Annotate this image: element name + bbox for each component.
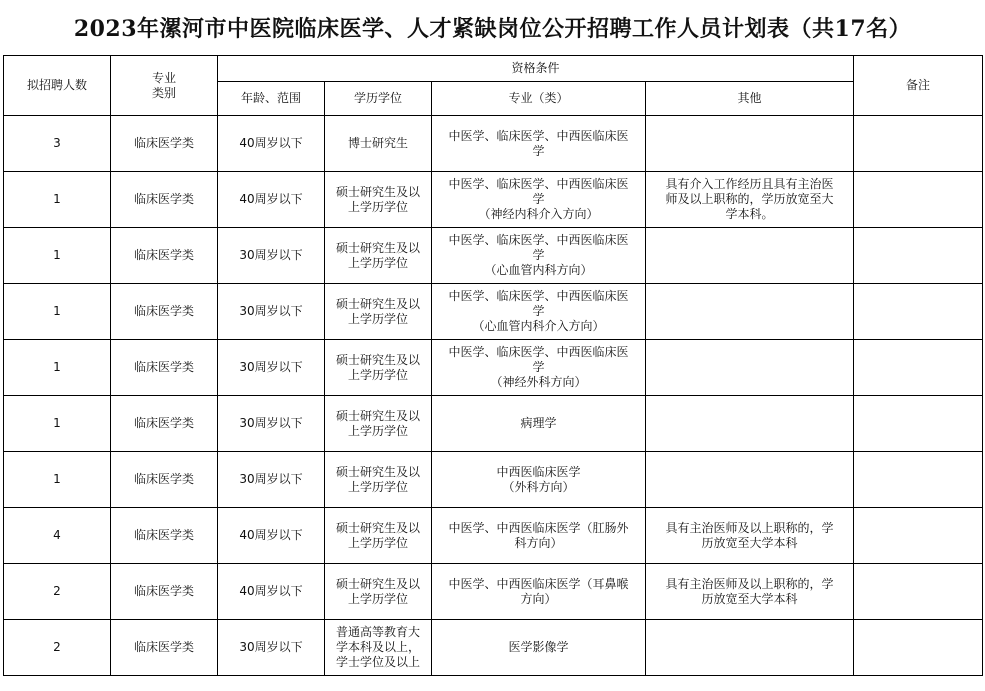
cell-education-line: 硕士研究生及以 <box>335 184 420 199</box>
cell-category: 临床医学类 <box>111 620 218 676</box>
cell-major <box>432 508 646 564</box>
cell-education-line: 硕士研究生及以 <box>335 352 420 367</box>
cell-major-line: 学 <box>532 304 545 318</box>
cell-major-line: 医学影像学 <box>508 640 569 654</box>
cell-other-line: 具有介入工作经历且具有主治医 <box>665 177 834 191</box>
cell-category: 临床医学类 <box>111 508 218 564</box>
cell-category: 临床医学类 <box>111 340 218 396</box>
cell-count: 2 <box>4 564 111 620</box>
cell-age: 30周岁以下 <box>218 284 325 340</box>
cell-age: 40周岁以下 <box>218 508 325 564</box>
cell-other-line: 历放宽至大学本科 <box>701 535 798 550</box>
cell-education <box>325 228 432 284</box>
cell-category: 临床医学类 <box>111 284 218 340</box>
header-category-line2: 类别 <box>151 85 176 100</box>
cell-major-line: 中医学、临床医学、中西医临床医 <box>448 289 629 303</box>
cell-other-line: 具有主治医师及以上职称的，学 <box>665 520 834 535</box>
cell-age: 30周岁以下 <box>218 228 325 284</box>
cell-other <box>646 396 854 452</box>
cell-education-line: 硕士研究生及以 <box>335 576 420 591</box>
cell-major-line: （神经外科方向） <box>490 375 587 389</box>
header-other: 其他 <box>646 82 854 116</box>
cell-education <box>325 452 432 508</box>
cell-education-line: 博士研究生 <box>347 136 408 150</box>
cell-education-line: 上学历学位 <box>347 479 408 494</box>
cell-education-line: 普通高等教育大 <box>335 625 420 639</box>
cell-other <box>646 228 854 284</box>
cell-other-line: 具有主治医师及以上职称的，学 <box>665 576 834 591</box>
cell-age: 40周岁以下 <box>218 116 325 172</box>
cell-age: 40周岁以下 <box>218 172 325 228</box>
cell-category: 临床医学类 <box>111 228 218 284</box>
header-major: 专业（类） <box>432 82 646 116</box>
cell-education-line: 硕士研究生及以 <box>335 296 420 311</box>
header-qualifications: 资格条件 <box>218 56 854 82</box>
cell-other <box>646 564 854 620</box>
cell-education-line: 硕士研究生及以 <box>335 520 420 535</box>
cell-count: 2 <box>4 620 111 676</box>
cell-other <box>646 340 854 396</box>
cell-age: 40周岁以下 <box>218 564 325 620</box>
cell-education-line: 上学历学位 <box>347 199 408 214</box>
cell-other <box>646 116 854 172</box>
cell-other <box>646 620 854 676</box>
cell-count: 1 <box>4 340 111 396</box>
cell-education-line: 上学历学位 <box>347 311 408 326</box>
page-title: 2023年漯河市中医院临床医学、人才紧缺岗位公开招聘工作人员计划表（共17名） <box>73 15 912 42</box>
cell-major <box>432 284 646 340</box>
cell-major <box>432 452 646 508</box>
recruitment-plan-table <box>3 55 983 676</box>
cell-major-line: （外科方向） <box>502 479 575 494</box>
cell-count: 3 <box>4 116 111 172</box>
table-row <box>4 452 983 508</box>
cell-other <box>646 172 854 228</box>
cell-count: 4 <box>4 508 111 564</box>
cell-education-line: 学士学位及以上 <box>335 655 420 669</box>
table-row <box>4 228 983 284</box>
cell-other <box>646 452 854 508</box>
cell-major-line: 学 <box>532 360 545 374</box>
cell-education-line: 学本科及以上， <box>335 640 420 654</box>
cell-count: 1 <box>4 172 111 228</box>
cell-major-line: 学 <box>532 192 545 206</box>
cell-education <box>325 396 432 452</box>
cell-remarks <box>854 116 983 172</box>
table-row <box>4 620 983 676</box>
cell-education <box>325 620 432 676</box>
cell-remarks <box>854 340 983 396</box>
cell-education-line: 上学历学位 <box>347 591 408 606</box>
header-row-1 <box>4 56 983 82</box>
cell-other <box>646 508 854 564</box>
cell-remarks <box>854 228 983 284</box>
table-row <box>4 396 983 452</box>
cell-remarks <box>854 452 983 508</box>
header-category <box>111 56 218 116</box>
table-row <box>4 508 983 564</box>
cell-education <box>325 508 432 564</box>
header-category-line1: 专业 <box>151 70 176 85</box>
cell-education <box>325 172 432 228</box>
cell-education-line: 上学历学位 <box>347 423 408 438</box>
cell-category: 临床医学类 <box>111 452 218 508</box>
cell-education-line: 硕士研究生及以 <box>335 464 420 479</box>
header-education: 学历学位 <box>325 82 432 116</box>
cell-major <box>432 564 646 620</box>
cell-remarks <box>854 396 983 452</box>
cell-education-line: 硕士研究生及以 <box>335 240 420 255</box>
cell-major-line: 中医学、中西医临床医学（肛肠外 <box>448 520 629 535</box>
table-body <box>4 116 983 676</box>
cell-remarks <box>854 564 983 620</box>
cell-education-line: 上学历学位 <box>347 535 408 550</box>
cell-count: 1 <box>4 452 111 508</box>
cell-major-line: 方向） <box>520 591 557 606</box>
header-age: 年龄、范围 <box>218 82 325 116</box>
cell-major-line: （神经内科介入方向） <box>478 207 599 221</box>
cell-education <box>325 564 432 620</box>
cell-education <box>325 116 432 172</box>
cell-major <box>432 228 646 284</box>
cell-major <box>432 340 646 396</box>
cell-age: 30周岁以下 <box>218 620 325 676</box>
cell-education <box>325 340 432 396</box>
cell-education-line: 上学历学位 <box>347 367 408 382</box>
table-row <box>4 172 983 228</box>
cell-count: 1 <box>4 284 111 340</box>
table-row <box>4 284 983 340</box>
cell-count: 1 <box>4 228 111 284</box>
cell-major-line: 中医学、临床医学、中西医临床医 <box>448 345 629 359</box>
header-count: 拟招聘人数 <box>4 56 111 116</box>
cell-remarks <box>854 508 983 564</box>
cell-major-line: 学 <box>532 248 545 262</box>
cell-major <box>432 172 646 228</box>
cell-major-line: 科方向） <box>514 535 563 550</box>
cell-major <box>432 396 646 452</box>
cell-major-line: （心血管内科介入方向） <box>472 319 605 333</box>
cell-other-line: 历放宽至大学本科 <box>701 591 798 606</box>
cell-other <box>646 284 854 340</box>
cell-age: 30周岁以下 <box>218 340 325 396</box>
cell-remarks <box>854 172 983 228</box>
cell-remarks <box>854 284 983 340</box>
cell-category: 临床医学类 <box>111 564 218 620</box>
cell-major-line: 中医学、中西医临床医学（耳鼻喉 <box>448 576 629 591</box>
cell-major-line: 中医学、临床医学、中西医临床医 <box>448 233 629 247</box>
cell-age: 30周岁以下 <box>218 396 325 452</box>
table-row <box>4 340 983 396</box>
cell-education-line: 上学历学位 <box>347 255 408 270</box>
cell-other-line: 学本科。 <box>725 207 774 221</box>
cell-major-line: （心血管内科方向） <box>484 263 593 277</box>
cell-major <box>432 116 646 172</box>
cell-age: 30周岁以下 <box>218 452 325 508</box>
cell-major-line: 中医学、临床医学、中西医临床医 <box>448 128 629 143</box>
cell-category: 临床医学类 <box>111 116 218 172</box>
cell-other-line: 师及以上职称的，学历放宽至大 <box>665 192 834 206</box>
cell-category: 临床医学类 <box>111 172 218 228</box>
cell-remarks <box>854 620 983 676</box>
cell-major-line: 学 <box>532 143 545 158</box>
table-row <box>4 564 983 620</box>
cell-major-line: 中医学、临床医学、中西医临床医 <box>448 177 629 191</box>
cell-category: 临床医学类 <box>111 396 218 452</box>
cell-count: 1 <box>4 396 111 452</box>
cell-major-line: 中西医临床医学 <box>496 464 581 479</box>
header-remarks: 备注 <box>854 56 983 116</box>
cell-major-line: 病理学 <box>520 416 557 430</box>
cell-major <box>432 620 646 676</box>
cell-education <box>325 284 432 340</box>
cell-education-line: 硕士研究生及以 <box>335 408 420 423</box>
table-row <box>4 116 983 172</box>
